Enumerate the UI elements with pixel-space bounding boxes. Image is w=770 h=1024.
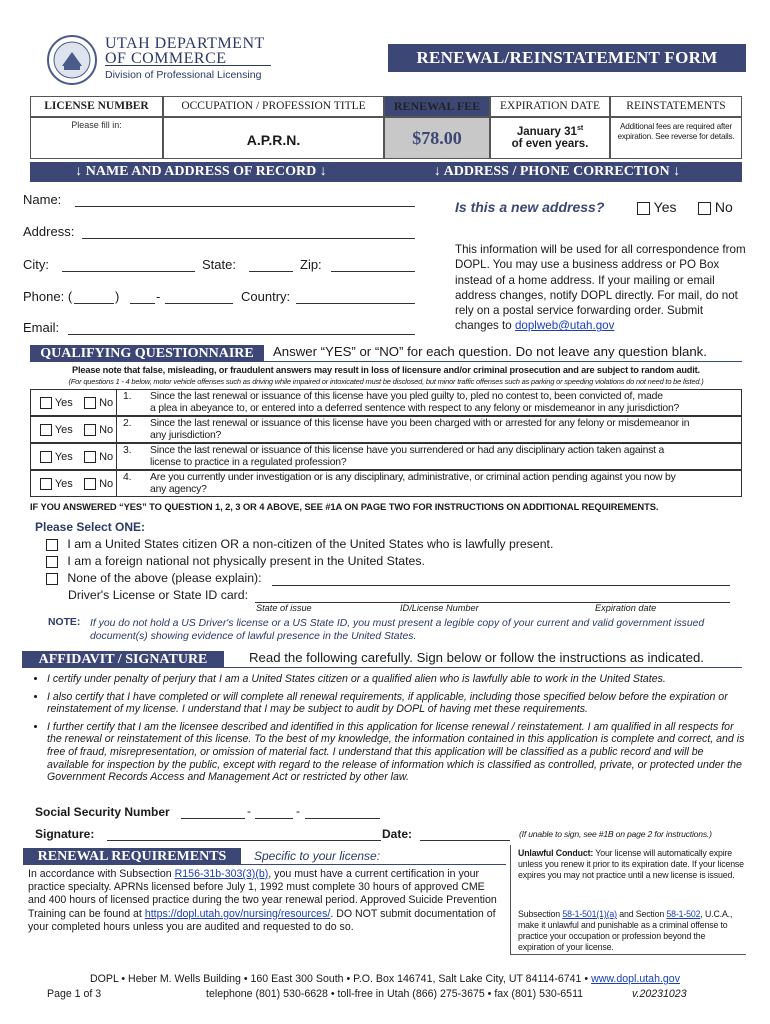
select-one-label: Please Select ONE: (35, 520, 146, 534)
footer-phones: telephone (801) 530-6628 • toll-free in Utah (866) 275-3675 • fax (801) 530-6511 (206, 988, 584, 1000)
signature-label: Signature: (35, 827, 95, 841)
explain-field[interactable] (272, 571, 730, 586)
dopl-email-link[interactable]: doplweb@utah.gov (514, 319, 615, 333)
statute-link-1[interactable]: 58-1-501(1)(a) (562, 909, 617, 919)
address-info-text (455, 242, 747, 334)
requirements-text (28, 868, 500, 934)
q1-yes-checkbox[interactable] (40, 397, 52, 409)
phone-number-field[interactable] (165, 289, 233, 304)
address-field[interactable] (82, 224, 415, 239)
q1-no-label: No (99, 397, 114, 409)
expiration-line2: of even years. (511, 137, 589, 150)
state-field[interactable] (249, 257, 293, 272)
zip-label: Zip: (300, 257, 322, 272)
option-2-label: I am a foreign national not physically present in the United States. (67, 554, 425, 568)
license-number-field[interactable] (30, 117, 163, 159)
email-label: Email: (23, 320, 60, 335)
renewal-requirements-bar: RENEWAL REQUIREMENTS (23, 848, 241, 865)
requirements-text-b: , you must have a current certification in your practice specialty. APRNs licensed before July 1, 1992 must complete 30 hours of approved CME and 400 hours of licensed practice during the two year renewal period. Approved Suicide Prevention Training can be found at (28, 868, 497, 920)
fee-cell (384, 117, 490, 159)
renewal-fee-value: $78.00 (412, 128, 462, 148)
ssn-field-3[interactable] (305, 805, 380, 819)
fraud-warning: Please note that false, misleading, or fraudulent answers may result in loss of licensure and/or criminal prosecution and are subject to random audit. (72, 365, 700, 375)
question-row-4 (30, 470, 742, 497)
q1-number: 1. (123, 391, 132, 402)
q3-no-label: No (99, 451, 114, 463)
question-3-answers (31, 444, 117, 469)
unlawful-conduct-box (510, 845, 746, 955)
questionnaire-followup: IF YOU ANSWERED “YES” TO QUESTION 1, 2, 3 OR 4 ABOVE, SEE #1A ON PAGE TWO FOR INSTRUCTIONS ON ADDITIONAL REQUIREMENTS. (30, 501, 659, 512)
col-license-number: LICENSE NUMBER (30, 96, 163, 117)
questionnaire-bar: QUALIFYING QUESTIONNAIRE (30, 345, 264, 362)
q2-no-label: No (99, 424, 114, 436)
name-label: Name: (23, 192, 62, 207)
question-row-1 (30, 389, 742, 416)
q4-yes-label: Yes (54, 478, 73, 490)
col-expiration-date: EXPIRATION DATE (490, 96, 610, 117)
affidavit-bullet-2: • I also certify that I have completed or will complete all renewal requirements, if applicable, including those specified below before the expiration or reinstatement of my license. I understand that I may be subject to audit by DOPL of having met these requirements. (47, 691, 747, 716)
affidavit-bullets (35, 673, 747, 789)
utah-seal-icon (46, 34, 98, 86)
q3-yes-label: Yes (54, 451, 73, 463)
state-of-issue-caption: State of issue (256, 603, 312, 613)
yes-label: Yes (653, 199, 677, 215)
ssn-field-2[interactable] (255, 805, 293, 819)
occupation-value: A.P.R.N. (246, 132, 301, 148)
q1-line2: a plea in abeyance to, or entered into a deferred sentence with respect to any felony or misdemeanor in any jurisdiction? (150, 402, 680, 414)
no-label: No (714, 199, 733, 215)
statute-text-a: Subsection (518, 909, 563, 919)
expiration-line1: January 31 (516, 125, 577, 138)
form-version: v.20231023 (632, 988, 687, 1000)
q2-yes-label: Yes (54, 424, 73, 436)
unable-to-sign-note: (If unable to sign, see #1B on page 2 for instructions.) (519, 829, 712, 839)
col-reinstatements: REINSTATEMENTS (610, 96, 742, 117)
new-address-question: Is this a new address? (455, 199, 605, 215)
address-label: Address: (23, 224, 75, 239)
q4-no-checkbox[interactable] (84, 478, 96, 490)
department-name-line1: UTAH DEPARTMENT (105, 35, 265, 52)
phone-paren: ) (115, 289, 120, 304)
nursing-resources-link[interactable]: https://dopl.utah.gov/nursing/resources/ (144, 907, 331, 920)
q2-line2: any jurisdiction? (150, 429, 222, 441)
affidavit-instruction: Read the following carefully. Sign below or follow the instructions as indicated. (249, 650, 704, 665)
state-label: State: (202, 257, 236, 272)
country-label: Country: (241, 289, 291, 304)
email-field[interactable] (68, 320, 415, 335)
q3-yes-checkbox[interactable] (40, 451, 52, 463)
note-label: NOTE: (48, 617, 81, 628)
question-row-3 (30, 443, 742, 470)
header-divider (105, 65, 271, 66)
question-row-2 (30, 416, 742, 443)
q4-number: 4. (123, 472, 132, 483)
drivers-license-field[interactable] (255, 588, 730, 603)
q2-no-checkbox[interactable] (84, 424, 96, 436)
unlawful-conduct-text (518, 848, 744, 881)
option-3-label: None of the above (please explain): (67, 571, 262, 585)
expiration-sup: st (576, 125, 584, 132)
citizenship-option-3[interactable] (46, 571, 262, 585)
department-name-line2: OF COMMERCE (105, 50, 227, 67)
phone-dash: - (156, 289, 161, 304)
question-2-answers (31, 417, 117, 442)
question-4-answers (31, 471, 117, 496)
q1-no-checkbox[interactable] (84, 397, 96, 409)
expiration-caption: Expiration date (595, 603, 657, 613)
question-1-text (123, 391, 733, 414)
date-label: Date: (382, 827, 413, 841)
question-3-text (123, 445, 733, 468)
requirements-text-a: In accordance with Subsection (28, 868, 175, 880)
phone-prefix-field[interactable] (130, 289, 155, 304)
division-name: Division of Professional Licensing (105, 69, 262, 81)
option-3-checkbox[interactable] (46, 573, 58, 585)
phone-label: Phone: ( (23, 289, 73, 304)
occupation-cell (163, 117, 384, 159)
zip-field[interactable] (331, 257, 415, 272)
country-field[interactable] (296, 289, 415, 304)
rule-link[interactable]: R156-31b-303(3)(b) (174, 868, 269, 880)
form-title: RENEWAL/REINSTATEMENT FORM (388, 44, 746, 72)
col-renewal-fee: RENEWAL FEE (384, 96, 490, 117)
q3-line1: Since the last renewal or issuance of this license have you surrendered or had any disciplinary action taken against a (150, 445, 665, 456)
statute-text (518, 909, 744, 953)
ssn-dash-2: - (296, 804, 300, 818)
q4-no-label: No (99, 478, 114, 490)
footer-address (0, 973, 770, 985)
option-1-checkbox[interactable] (46, 539, 58, 551)
question-1-answers (31, 390, 117, 415)
reinstatements-cell (610, 117, 742, 159)
ssn-label: Social Security Number (35, 805, 170, 819)
requirements-text-c: . DO NOT submit documentation of your completed hours unless you are audited and requested to do so. (28, 907, 496, 933)
requirements-subtitle: Specific to your license: (254, 849, 381, 863)
name-address-bar: ↓ NAME AND ADDRESS OF RECORD ↓ (30, 162, 372, 182)
affidavit-bullet-1: • I certify under penalty of perjury that I am a United States citizen or a qualified alien who is lawfully able to work in the United States. (47, 673, 747, 686)
q4-line2: any agency? (150, 483, 207, 495)
no-checkbox[interactable] (698, 202, 711, 215)
drivers-license-label: Driver's License or State ID card: (68, 588, 249, 602)
citizenship-option-2[interactable] (46, 554, 425, 568)
city-field[interactable] (62, 257, 195, 272)
statute-link-2[interactable]: 58-1-502 (666, 909, 701, 919)
affidavit-bar: AFFIDAVIT / SIGNATURE (22, 651, 224, 668)
expiration-cell (490, 117, 610, 159)
question-4-text (123, 472, 733, 495)
q4-line1: Are you currently under investigation or is any disciplinary, administrative, or criminal action pending against you now by (150, 472, 676, 483)
unlawful-conduct-body: Your license will automatically expire unless you renew it prior to its expiration date. If your license expires you may not practice until a new license is issued. (518, 848, 744, 880)
id-number-caption: ID/License Number (400, 603, 479, 613)
reinstatement-note: Additional fees are required after expiration. See reverse for details. (617, 122, 735, 141)
info-text: This information will be used for all correspondence from DOPL. You may use a business address or PO Box instead of a home address. If your mailing or email address changes, notify DOPL directly. For mail, do not rely on a postal service forwarding order. Submit changes to (455, 243, 746, 333)
page-number: Page 1 of 3 (47, 988, 102, 1000)
new-address-yes[interactable] (637, 199, 676, 215)
new-address-no[interactable] (698, 199, 733, 215)
yes-checkbox[interactable] (637, 202, 650, 215)
questionnaire-instruction: Answer “YES” or “NO” for each question. Do not leave any question blank. (273, 344, 707, 359)
q3-number: 3. (123, 445, 132, 456)
q1-line1: Since the last renewal or issuance of this license have you pled guilty to, pled no contest to, been convicted of, made (150, 391, 663, 402)
please-fill-label: Please fill in: (71, 120, 122, 130)
unlawful-conduct-label: Unlawful Conduct: (518, 848, 594, 858)
q1-yes-label: Yes (54, 397, 73, 409)
city-label: City: (23, 257, 49, 272)
q3-line2: license to practice in a regulated profession? (150, 456, 347, 468)
q3-no-checkbox[interactable] (84, 451, 96, 463)
question-2-text (123, 418, 733, 441)
statute-text-b: and Section (616, 909, 667, 919)
name-field[interactable] (75, 192, 415, 207)
option-1-label: I am a United States citizen OR a non-citizen of the United States who is lawfully present. (67, 537, 554, 551)
ssn-field-1[interactable] (181, 805, 245, 819)
statute-text-c: , U.C.A., make it unlawful and punishable as a criminal offense to practice your occupation or profession beyond the expiration of your license. (518, 909, 733, 952)
option-2-checkbox[interactable] (46, 556, 58, 568)
date-field[interactable] (420, 827, 510, 841)
q2-number: 2. (123, 418, 132, 429)
q4-yes-checkbox[interactable] (40, 478, 52, 490)
phone-area-code-field[interactable] (74, 289, 114, 304)
motor-vehicle-note: (For questions 1 - 4 below, motor vehicle offenses such as driving while impaired or intoxicated must be disclosed, but minor traffic offenses such as parking or speeding violations do not need to be listed.) (68, 377, 704, 386)
q2-yes-checkbox[interactable] (40, 424, 52, 436)
footer-address-text: DOPL • Heber M. Wells Building • 160 East 300 South • P.O. Box 146741, Salt Lake City, UT 84114-6741 • (90, 973, 592, 985)
col-occupation: OCCUPATION / PROFESSION TITLE (163, 96, 384, 117)
q2-line1: Since the last renewal or issuance of this license have you been charged with or arrested for any felony or misdemeanor in (150, 418, 690, 429)
dopl-website-link[interactable]: www.dopl.utah.gov (591, 973, 680, 985)
note-text: If you do not hold a US Driver's license or a US State ID, you must present a legible copy of your current and valid government issued document(s) showing evidence of lawful presence in the United States. (90, 618, 705, 642)
address-correction-bar: ↓ ADDRESS / PHONE CORRECTION ↓ (372, 162, 742, 182)
ssn-dash-1: - (247, 804, 251, 818)
citizenship-option-1[interactable] (46, 537, 553, 551)
affidavit-bullet-3: • I further certify that I am the licensee described and identified in this application for license renewal / reinstatement. I am qualified in all respects for the renewal or reinstatement of this license. To the best of my knowledge, the information contained in this application is complete and correct, and is free of fraud, misrepresentation, or omission of material fact. I understand that this application will be classified as a public record and will be available for inspection by the public, except with regard to the release of information which is classified as controlled, private, or protected under the Government Records Access and Management Act or restricted by other law. (47, 721, 747, 784)
signature-field[interactable] (107, 827, 381, 841)
